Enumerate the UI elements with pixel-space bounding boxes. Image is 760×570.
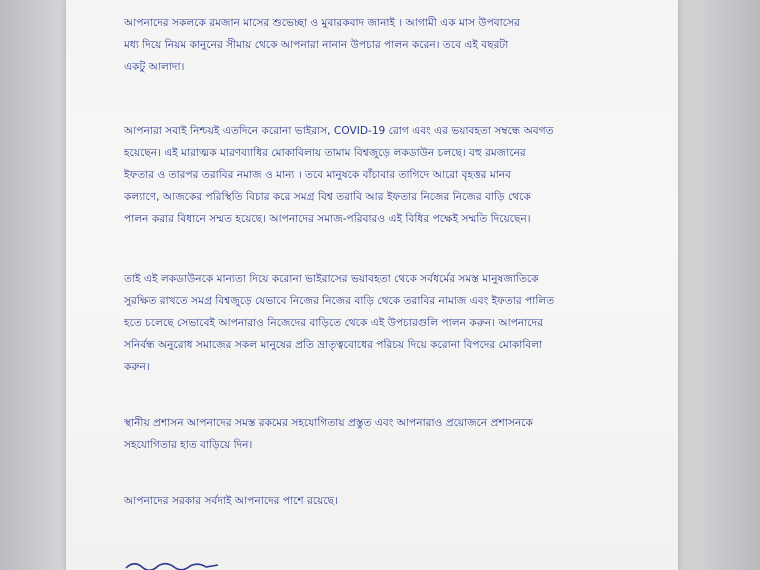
letter-page	[66, 0, 678, 570]
signature-mark	[124, 556, 220, 570]
paragraph-administration-support: স্থানীয় প্রশাসন আপনাদের সমস্ত রকমের সহযোগিতায় প্রস্তুত এবং আপনারাও প্রয়োজনে প্রশাসনকে সহযোগিতার হাত বাড়িয়ে দিন।	[124, 417, 533, 451]
paragraph-lockdown-request: তাই এই লকডাউনকে মান্যতা দিয়ে করোনা ভাইরাসের ভয়াবহতা থেকে সর্বধর্মের সমস্ত মানুষজাতিকে সুরক্ষিত রাখতে সমগ্র বিশ্বজুড়ে যেভাবে নিজের নিজের বাড়ি থেকে তরাবির নামাজ এবং ইফতার পালিত হতে চলেছে সেভাবেই আপনারাও নিজেদের বাড়িতে থেকে এই উপচারগুলি পালন করুন। আপনাদের সনির্বন্ধ অনুরোধ সমাজের সকল মানুষের প্রতি ভ্রাতৃত্ববোধের পরিচয় দিয়ে করোনা বিপদের মোকাবিলা করুন।	[124, 273, 555, 373]
paragraph-covid-awareness: আপনারা সবাই নিশ্চয়ই এতদিনে করোনা ভাইরাস, COVID-19 রোগ এবং এর ভয়াবহতা সম্বন্ধে অবগত হয়েছেন। এই মারাত্মক মারণব্যাধির মোকাবিলায় তামাম বিশ্বজুড়ে লকডাউন চলছে। বহু রমজানের ইফতার ও তারপর তরাবির নমাজ ও মান্য । তবে মানুষকে বাঁচাবার তাগিদে আরো বৃহত্তর মানব কল্যাণে, আজকের পরিস্থিতি বিচার করে সমগ্র বিশ্ব তরাবি আর ইফতার নিজের নিজের বাড়ি থেকে পালন করার বিধানে সম্মত হয়েছে। আপনাদের সমাজ-পরিবারও এই বিধির পক্ষেই সম্মতি দিয়েছেন।	[124, 125, 554, 225]
paragraph-government-support: আপনাদের সরকার সর্বদাই আপনাদের পাশে রয়েছে।	[124, 495, 338, 507]
paragraph-greeting: আপনাদের সকলকে রমজান মাসের শুভেচ্ছা ও মুবারকবাদ জানাই । আগামী এক মাস উপবাসের মধ্য দিয়ে নিয়ম কানুনের সীমায় থেকে আপনারা নানান উপচার পালন করেন। তবে এই বছরটা একটু আলাদা।	[124, 17, 520, 73]
